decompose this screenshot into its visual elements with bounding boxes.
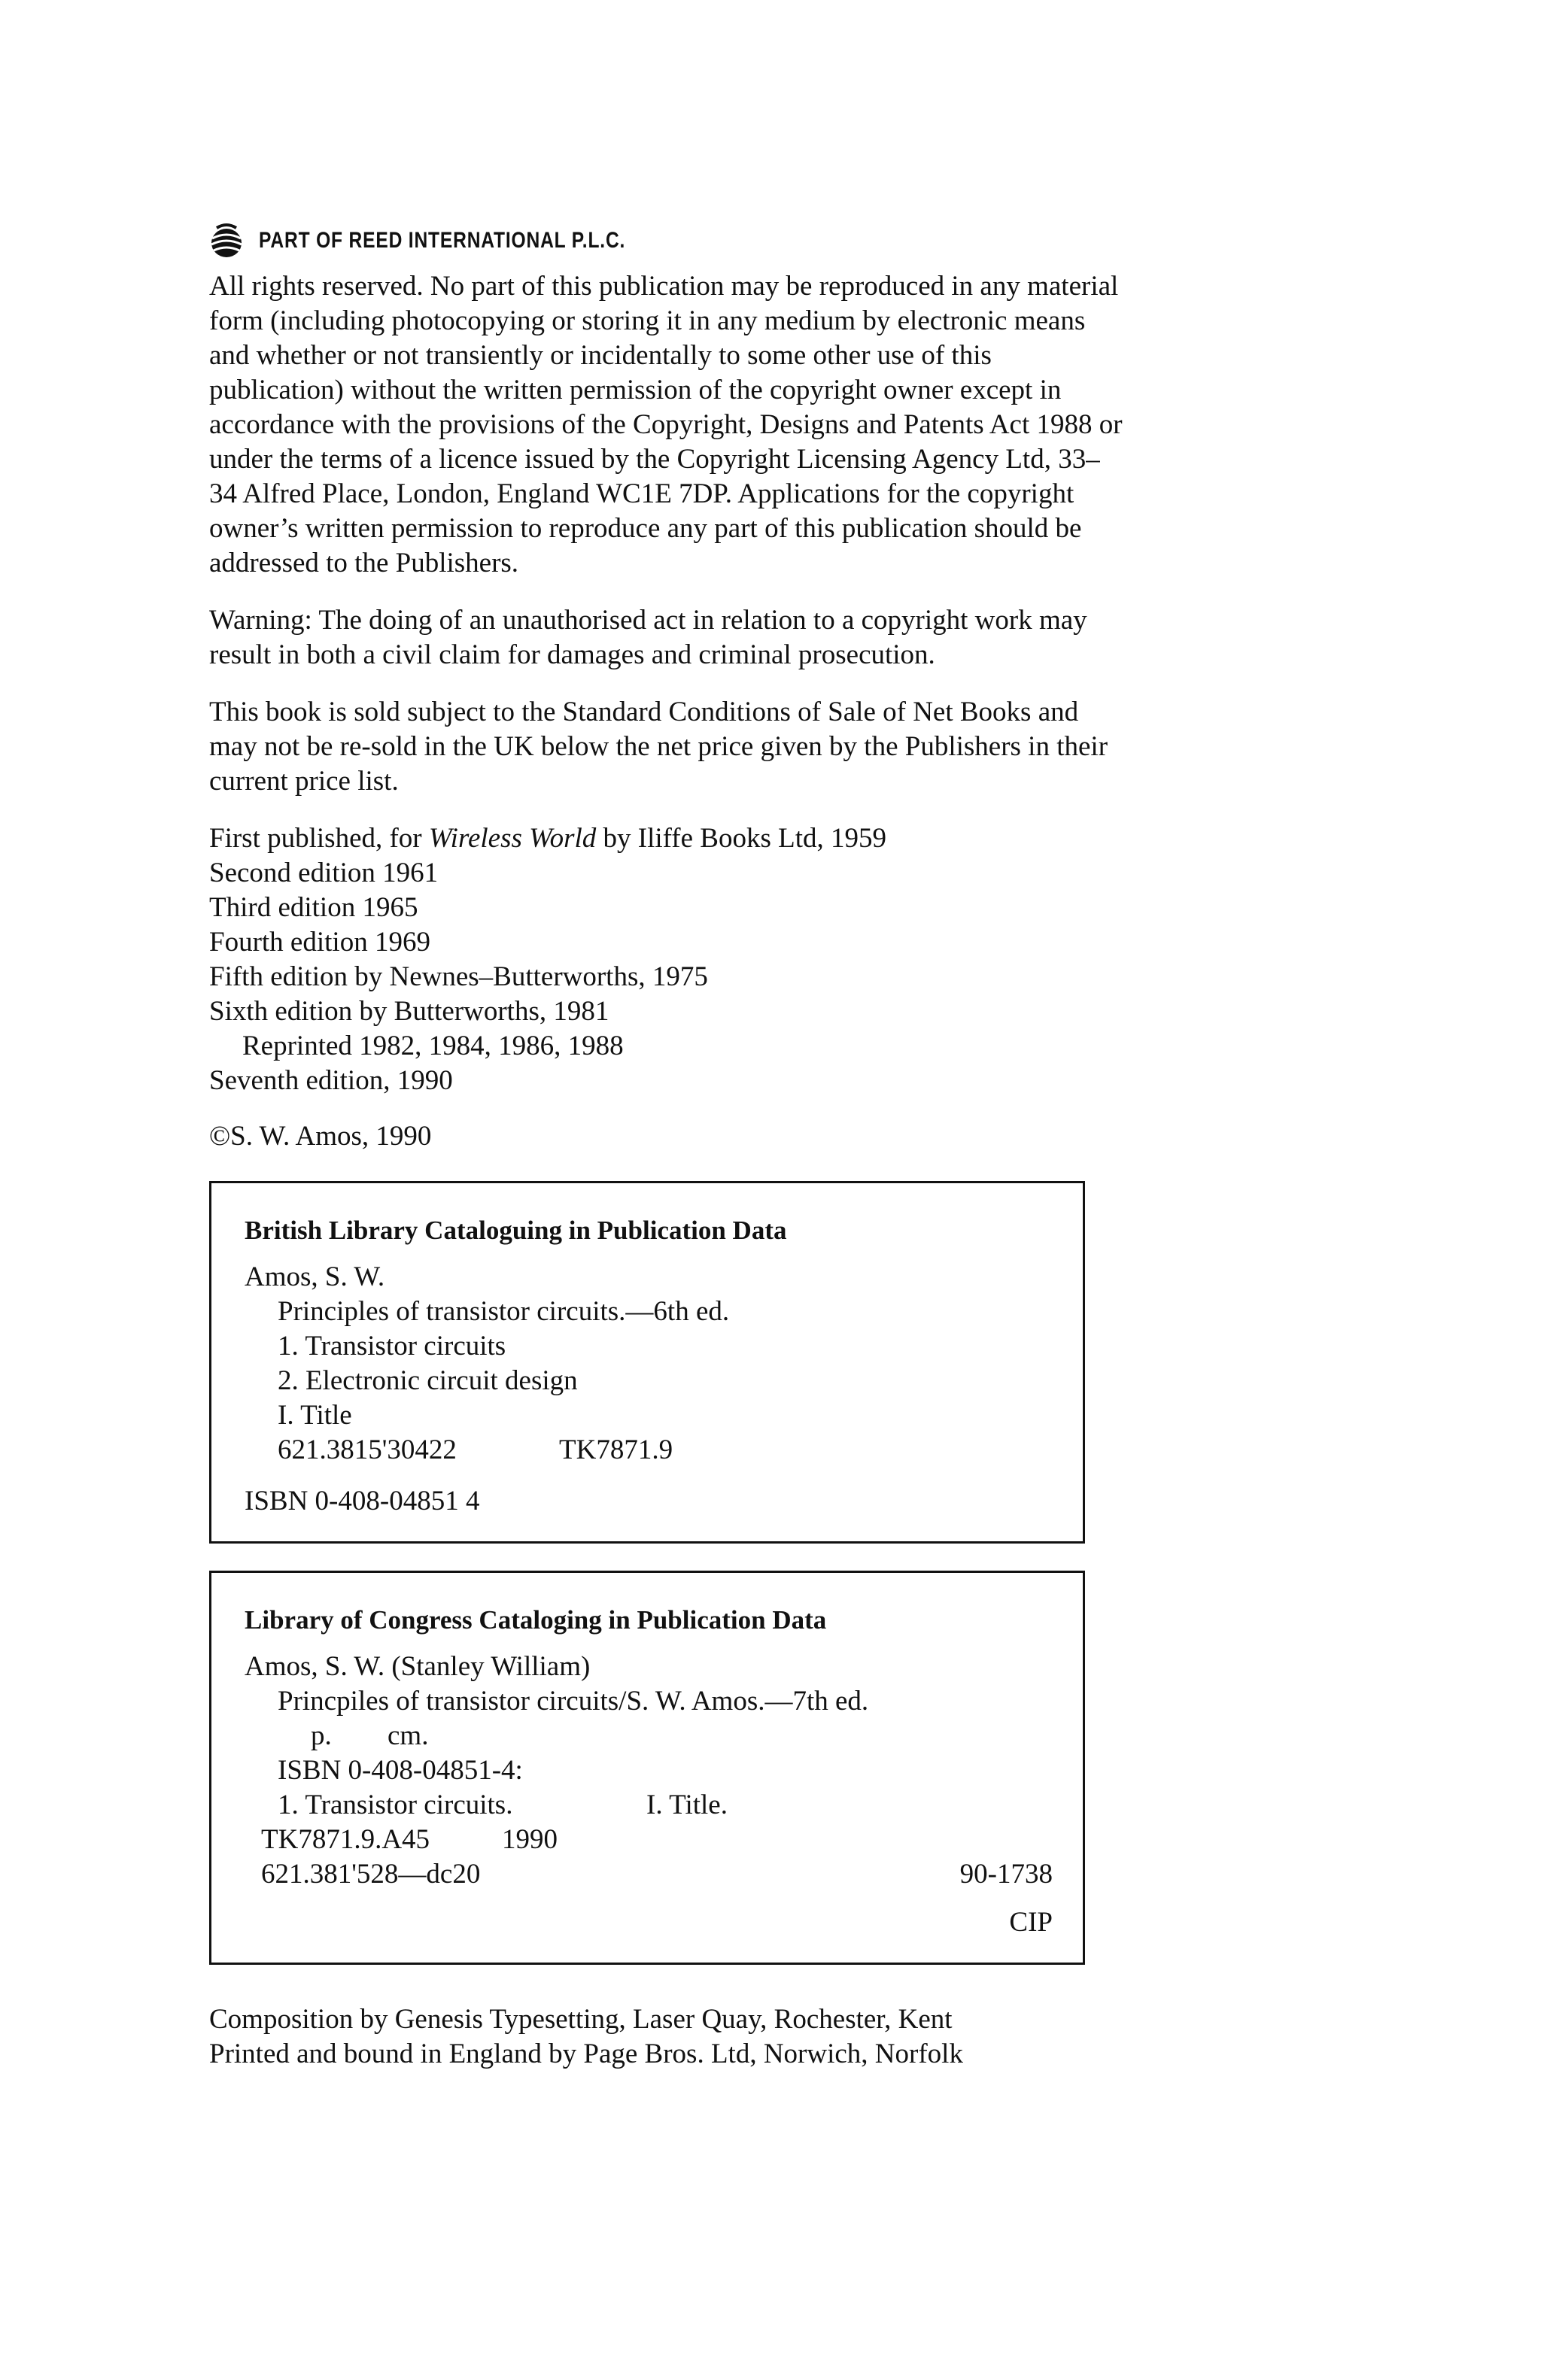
copyright-page <box>209 218 1127 2072</box>
bl-author: Amos, S. W. <box>245 1261 385 1292</box>
printing-credit: Printed and bound in England by Page Bros. Ltd, Norwich, Norfolk <box>209 2038 963 2069</box>
loc-subject: 1. Transistor circuits. <box>278 1790 513 1820</box>
history-third: Third edition 1965 <box>209 892 418 923</box>
bl-subject-2: 2. Electronic circuit design <box>278 1365 578 1396</box>
imprint-text: PART OF REED INTERNATIONAL P.L.C. <box>259 228 626 253</box>
printer-credits <box>209 2002 1127 2072</box>
sale-conditions-paragraph: This book is sold subject to the Standard Conditions of Sale of Net Books and may not be re-sold in the UK below the net price given by the Publishers in their current price list. <box>209 697 1108 797</box>
composition-credit: Composition by Genesis Typesetting, Laser Quay, Rochester, Kent <box>209 2004 953 2035</box>
loc-dewey: 621.381'528—dc20 <box>261 1859 481 1890</box>
british-library-cip-box <box>209 1181 1085 1544</box>
loc-cm: cm. <box>388 1720 429 1751</box>
bl-subject-1: 1. Transistor circuits <box>278 1331 506 1362</box>
loc-call-year: 1990 <box>502 1824 558 1855</box>
loc-isbn: ISBN 0-408-04851-4: <box>278 1755 523 1786</box>
loc-heading: Library of Congress Cataloging in Publication Data <box>245 1605 827 1635</box>
loc-author: Amos, S. W. (Stanley William) <box>245 1651 591 1682</box>
globe-logo-icon <box>209 222 244 260</box>
publisher-imprint <box>209 218 1127 263</box>
bl-isbn: ISBN 0-408-04851 4 <box>245 1486 480 1516</box>
loc-call <box>245 1823 1083 1857</box>
history-first: First published, for Wireless World by Iliffe Books Ltd, 1959 <box>209 823 887 854</box>
loc-call-number: TK7871.9.A45 <box>261 1824 430 1855</box>
library-of-congress-cip-box <box>209 1571 1085 1965</box>
loc-physical <box>245 1719 1083 1753</box>
rights-paragraph: All rights reserved. No part of this publication may be reproduced in any material form (including photocopying or storing it in any medium by electronic means and whether or not transiently or incidentally to some other use of this publication) without the written permission of the copyright owner except in accordance with the provisions of the Copyright, Designs and Patents Act 1988 or under the terms of a licence issued by the Copyright Licensing Agency Ltd, 33–34 Alfred Place, London, England WC1E 7DP. Applications for the copyright owner’s written permission to reproduce any part of this publication should be addressed to the Publishers. <box>209 271 1123 578</box>
loc-title: Princpiles of transistor circuits/S. W. Amos.—7th ed. <box>278 1686 869 1717</box>
history-second: Second edition 1961 <box>209 858 439 888</box>
copyright-notice: ©S. W. Amos, 1990 <box>209 1121 432 1152</box>
loc-cip: CIP <box>1009 1907 1053 1938</box>
loc-dewey-row <box>245 1857 1083 1892</box>
history-fourth: Fourth edition 1969 <box>209 927 430 958</box>
loc-lccn: 90-1738 <box>959 1859 1053 1890</box>
history-sixth: Sixth edition by Butterworths, 1981 <box>209 996 609 1027</box>
loc-title-entry: I. Title. <box>646 1790 728 1820</box>
bl-title: Principles of transistor circuits.—6th ed. <box>278 1296 730 1327</box>
history-reprinted: Reprinted 1982, 1984, 1986, 1988 <box>242 1031 624 1061</box>
bl-lc-number: TK7871.9 <box>559 1434 673 1465</box>
warning-paragraph: Warning: The doing of an unauthorised act in relation to a copyright work may result in both a civil claim for damages and criminal prosecution. <box>209 605 1087 670</box>
history-fifth: Fifth edition by Newnes–Butterworths, 1975 <box>209 961 708 992</box>
bl-classification <box>245 1433 1083 1468</box>
bl-heading: British Library Cataloguing in Publication Data <box>245 1216 787 1245</box>
loc-p: p. <box>311 1720 332 1751</box>
bl-title-entry: I. Title <box>278 1400 352 1431</box>
loc-subjects <box>245 1788 1083 1823</box>
history-seventh: Seventh edition, 1990 <box>209 1065 453 1096</box>
bl-class-number: 621.3815'30422 <box>278 1434 457 1465</box>
publication-history <box>209 821 1127 1098</box>
